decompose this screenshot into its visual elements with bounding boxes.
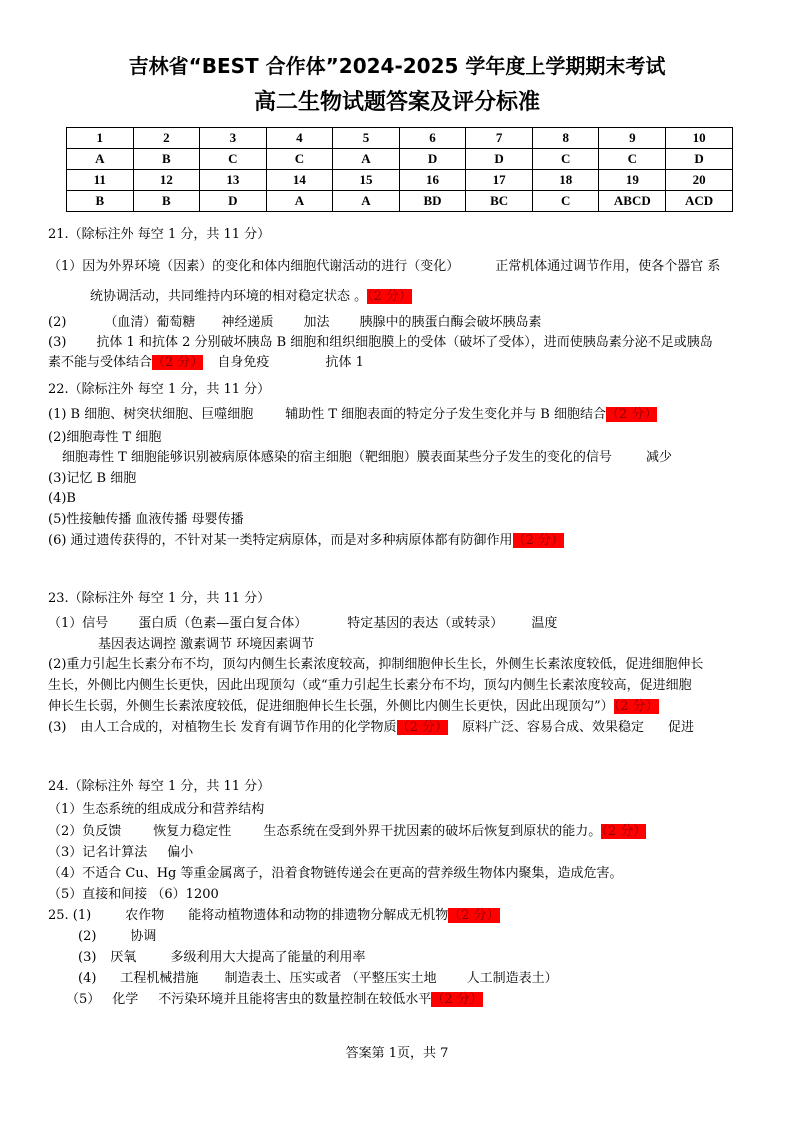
q23-part3 [48,719,694,737]
table-cell: C [599,149,666,170]
table-cell: 4 [266,128,333,149]
text: 协调 [130,929,157,944]
table-cell: A [333,191,400,212]
table-cell: 15 [333,170,400,191]
text: （1）因为外界环境（因素）的变化和体内细胞代谢活动的进行（变化） [48,259,460,274]
score-mark: （2 分） [613,699,659,714]
table-cell: BC [466,191,533,212]
text: 统协调活动，共同维持内环境的相对稳定状态 。 [90,289,368,304]
table-cell: 17 [466,170,533,191]
text: 原料广泛、容易合成、效果稳定 [461,720,644,735]
text: 抗体 1 和抗体 2 分别破坏胰岛 B 细胞和组织细胞膜上的受体（破坏了受体），进而使胰岛素分泌不足或胰岛 [96,335,713,350]
text: 减少 [645,450,672,465]
q23-part1 [48,615,557,633]
text: （3）记名计算法 [48,845,148,860]
q22-part5: (5)性接触传播 血液传播 母婴传播 [48,512,244,527]
table-cell: D [200,191,267,212]
table-row [67,191,733,212]
text: 恢复力稳定性 [153,824,232,839]
table-cell: 2 [133,128,200,149]
text: 胰腺中的胰蛋白酶会破坏胰岛素 [359,315,542,330]
table-cell: B [67,191,134,212]
text: (3) [48,720,67,735]
q25-part1 [48,907,500,925]
table-cell: 11 [67,170,134,191]
q21-part1-line1 [48,258,720,276]
q25-part4 [78,970,558,988]
table-cell: A [333,149,400,170]
text: 多级利用大大提高了能量的利用率 [170,950,366,965]
text: 能将动植物遗体和动物的排遗物分解成无机物 [188,908,449,923]
table-cell: 8 [532,128,599,149]
score-mark: （2 分） [606,407,658,422]
text: 辅助性 T 细胞表面的特定分子发生变化并与 B 细胞结合 [285,407,606,422]
table-cell: A [67,149,134,170]
table-cell: 18 [532,170,599,191]
table-cell: 3 [200,128,267,149]
q22-part1 [48,406,657,424]
table-cell: 19 [599,170,666,191]
q21-part2 [48,314,541,332]
text: (1) B 细胞、树突状细胞、巨噬细胞 [48,407,254,422]
table-cell: D [399,149,466,170]
text: 生态系统在受到外界干扰因素的破坏后恢复到原状的能力。 [263,824,602,839]
table-cell: A [266,191,333,212]
text: 抗体 1 [325,355,364,370]
text: 厌氧 [110,950,137,965]
text: 由人工合成的，对植物生长 发育有调节作用的化学物质 [80,720,397,735]
score-mark: （2 分） [448,908,500,923]
table-cell: ABCD [599,191,666,212]
q25-part2 [78,928,156,946]
page-footer: 答案第 1页，共 7 [345,1046,449,1061]
q24-heading: 24.（除标注外 每空 1 分，共 11 分） [48,779,271,794]
text: （血清）葡萄糖 [104,315,196,330]
table-cell: D [666,149,733,170]
table-cell: 1 [67,128,134,149]
text: 特定基因的表达（或转录） [347,616,504,631]
q22-heading: 22.（除标注外 每空 1 分，共 11 分） [48,382,271,397]
q25-part5 [66,991,483,1009]
q22-part2: (2)细胞毒性 T 细胞 [48,430,162,445]
text: 制造表土、压实或者 （平整压实土地 [224,971,437,986]
text: 工程机械措施 [120,971,199,986]
q23-part2-line3 [48,698,659,716]
q23-part1-line2: 基因表达调控 激素调节 环境因素调节 [98,637,315,652]
table-cell: 14 [266,170,333,191]
q22-part3: (3)记忆 B 细胞 [48,471,137,486]
text: （2）负反馈 [48,824,122,839]
title-line-1: 吉林省“BEST 合作体”2024-2025 学年度上学期期末考试 [128,54,666,78]
text: (3) [48,335,67,350]
table-cell: 20 [666,170,733,191]
text: （1）信号 [48,616,109,631]
text: 人工制造表土） [466,971,558,986]
text: (2) [78,929,97,944]
q25-part3 [78,949,365,967]
score-mark: （2 分） [152,355,204,370]
title-line-2: 高二生物试题答案及评分标准 [253,90,540,115]
text: 25. (1) [48,908,92,923]
q21-heading: 21.（除标注外 每空 1 分，共 11 分） [48,227,271,242]
table-cell: 12 [133,170,200,191]
q22-part2-detail [62,449,672,467]
table-cell: D [466,149,533,170]
score-mark: （2 分） [512,533,564,548]
table-cell: BD [399,191,466,212]
text: 温度 [531,616,558,631]
score-mark: （2 分） [367,289,413,304]
text: 蛋白质（色素—蛋白复合体） [138,616,308,631]
q24-part3 [48,844,193,862]
q24-part5-6: （5）直接和间接 （6）1200 [48,887,219,902]
table-cell: C [266,149,333,170]
text: 农作物 [125,908,165,923]
text: 化学 [112,992,139,1007]
text: 神经递质 [221,315,274,330]
text: (3) [78,950,97,965]
text: (4) [78,971,97,986]
table-row [67,149,733,170]
answer-table [66,127,733,212]
table-cell: C [200,149,267,170]
table-cell: 9 [599,128,666,149]
q24-part2 [48,823,646,841]
table-row [67,170,733,191]
text: 偏小 [167,845,194,860]
table-cell: 13 [200,170,267,191]
score-mark: （2 分） [431,992,483,1007]
table-cell: B [133,191,200,212]
text: 自身免疫 [217,355,270,370]
q23-part2-line2: 生长，外侧比内侧生长更快，因此出现顶勾（或“重力引起生长素分布不均，顶勾内侧生长素浓度较高，促进细胞 [48,678,692,693]
text: 伸长生长弱，外侧生长素浓度较低，促进细胞伸长生长强，外侧比内侧生长更快，因此出现顶勾”） [48,699,614,714]
table-cell: 6 [399,128,466,149]
table-cell: 16 [399,170,466,191]
table-cell: B [133,149,200,170]
q24-part4: （4）不适合 Cu、Hg 等重金属离子，沿着食物链传递会在更高的营养级生物体内聚集，造成危害。 [48,866,623,881]
table-cell: 7 [466,128,533,149]
table-cell: 10 [666,128,733,149]
table-cell: 5 [333,128,400,149]
text: 正常机体通过调节作用，使各个器官 系 [495,259,721,274]
text: 促进 [667,720,694,735]
score-mark: （2 分） [396,720,448,735]
q23-part2-line1: (2)重力引起生长素分布不均，顶勾内侧生长素浓度较高，抑制细胞伸长生长，外侧生长素浓度较低，促进细胞伸长 [48,657,704,672]
q21-part3-line1 [48,334,713,352]
table-cell: ACD [666,191,733,212]
text: 素不能与受体结合 [48,355,153,370]
text: 细胞毒性 T 细胞能够识别被病原体感染的宿主细胞（靶细胞）膜表面某些分子发生的变化的信号 [62,450,612,465]
score-mark: （2 分） [601,824,647,839]
text: (2) [48,315,67,330]
text: (6) 通过遗传获得的，不针对某一类特定病原体，而是对多种病原体都有防御作用 [48,533,513,548]
table-cell: C [532,191,599,212]
text: 不污染环境并且能将害虫的数量控制在较低水平 [158,992,432,1007]
q23-heading: 23.（除标注外 每空 1 分，共 11 分） [48,591,271,606]
q22-part6 [48,532,564,550]
q21-part1-line2 [90,288,412,306]
q24-part1: （1）生态系统的组成成分和营养结构 [48,802,265,817]
text: （5） [66,992,101,1007]
q21-part3-line2 [48,354,364,372]
table-row [67,128,733,149]
table-cell: C [532,149,599,170]
text: 加法 [303,315,330,330]
q22-part4: (4)B [48,491,76,506]
